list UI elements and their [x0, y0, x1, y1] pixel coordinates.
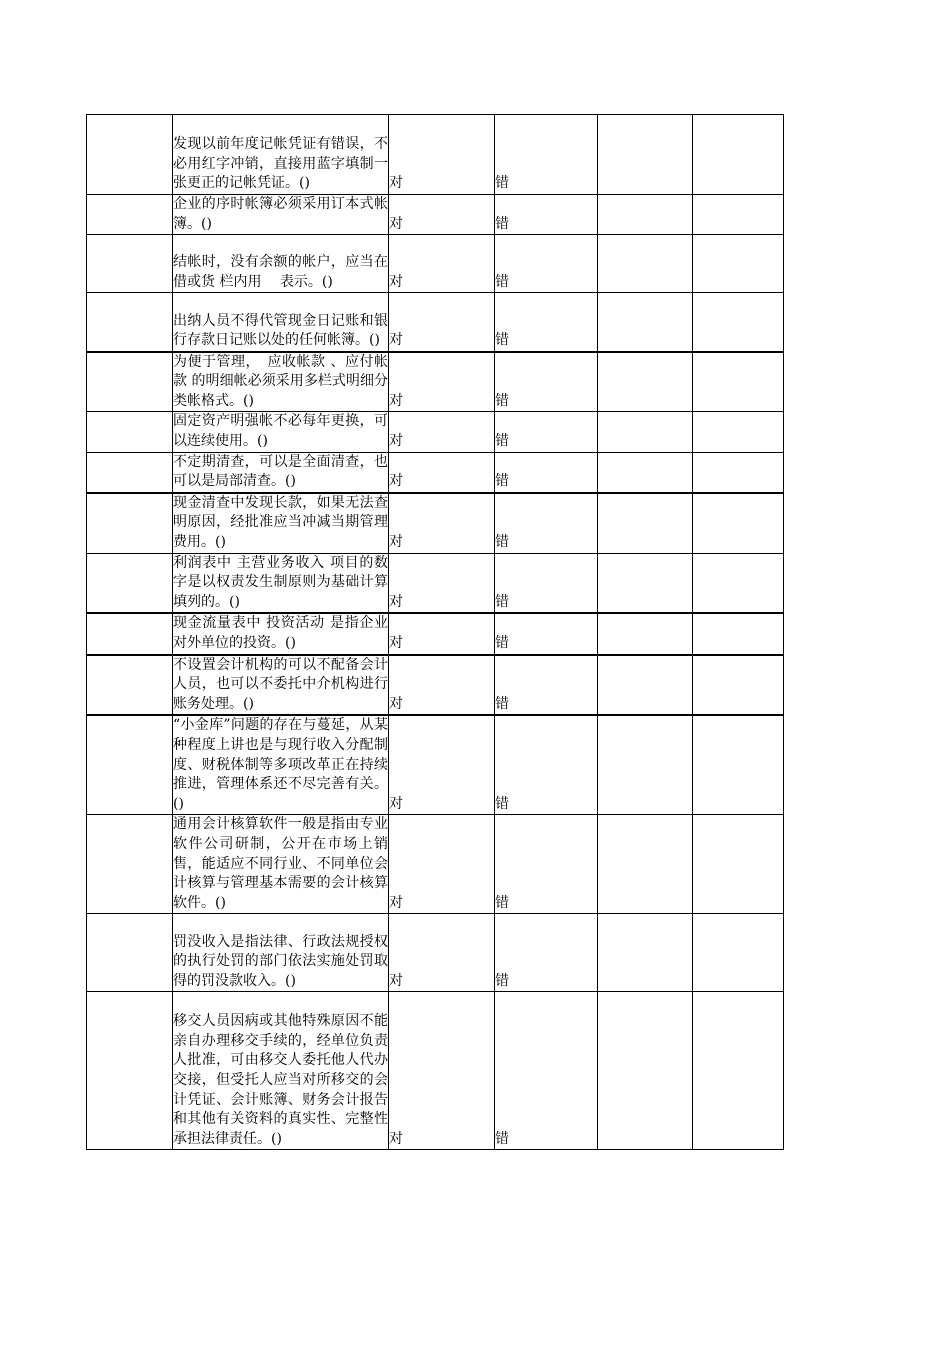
- false-option[interactable]: 错: [495, 992, 598, 1150]
- question-text: 现金流量表中 投资活动 是指企业对外单位的投资。(): [173, 613, 389, 654]
- blank-cell: [87, 613, 173, 654]
- false-option[interactable]: 错: [495, 412, 598, 452]
- score-cell[interactable]: [693, 235, 784, 293]
- blank-cell: [87, 655, 173, 716]
- score-cell[interactable]: [693, 452, 784, 493]
- table-row: [87, 655, 784, 716]
- score-cell[interactable]: [693, 293, 784, 352]
- false-option[interactable]: 错: [495, 115, 598, 195]
- true-option[interactable]: 对: [389, 553, 495, 613]
- score-cell[interactable]: [693, 195, 784, 235]
- score-cell[interactable]: [693, 412, 784, 452]
- table-row: [87, 235, 784, 293]
- true-option[interactable]: 对: [389, 293, 495, 352]
- answer-cell[interactable]: [598, 655, 693, 716]
- score-cell[interactable]: [693, 115, 784, 195]
- table-row: [87, 352, 784, 412]
- score-cell[interactable]: [693, 493, 784, 553]
- blank-cell: [87, 195, 173, 235]
- table-row: [87, 613, 784, 654]
- score-cell[interactable]: [693, 352, 784, 412]
- question-text: 企业的序时帐簿必须采用订本式帐簿。(): [173, 195, 389, 235]
- table-row: [87, 815, 784, 914]
- answer-cell[interactable]: [598, 115, 693, 195]
- false-option[interactable]: 错: [495, 195, 598, 235]
- blank-cell: [87, 715, 173, 814]
- table-row: [87, 992, 784, 1150]
- question-text: 出纳人员不得代管现金日记账和银行存款日记账以处的任何帐簿。(): [173, 293, 389, 352]
- true-option[interactable]: 对: [389, 412, 495, 452]
- blank-cell: [87, 493, 173, 553]
- blank-cell: [87, 992, 173, 1150]
- false-option[interactable]: 错: [495, 235, 598, 293]
- question-text: 通用会计核算软件一般是指由专业软件公司研制，公开在市场上销售，能适应不同行业、不同单位会计核算与管理基本需要的会计核算软件。(): [173, 815, 389, 914]
- table-row: [87, 293, 784, 352]
- true-option[interactable]: 对: [389, 815, 495, 914]
- true-option[interactable]: 对: [389, 655, 495, 716]
- answer-cell[interactable]: [598, 235, 693, 293]
- score-cell[interactable]: [693, 914, 784, 992]
- table-row: [87, 493, 784, 553]
- true-option[interactable]: 对: [389, 992, 495, 1150]
- false-option[interactable]: 错: [495, 715, 598, 814]
- true-option[interactable]: 对: [389, 715, 495, 814]
- answer-cell[interactable]: [598, 452, 693, 493]
- false-option[interactable]: 错: [495, 553, 598, 613]
- question-rows: [87, 115, 784, 1150]
- score-cell[interactable]: [693, 553, 784, 613]
- true-option[interactable]: 对: [389, 195, 495, 235]
- question-text: 为便于管理， 应收帐款 、应付帐款 的明细帐必须采用多栏式明细分类帐格式。(): [173, 352, 389, 412]
- question-text: 现金清查中发现长款，如果无法查明原因，经批准应当冲减当期管理费用。(): [173, 493, 389, 553]
- score-cell[interactable]: [693, 613, 784, 654]
- false-option[interactable]: 错: [495, 655, 598, 716]
- answer-cell[interactable]: [598, 613, 693, 654]
- table-row: [87, 715, 784, 814]
- answer-cell[interactable]: [598, 493, 693, 553]
- question-text: 结帐时，没有余额的帐户，应当在 借或货 栏内用 表示。(): [173, 235, 389, 293]
- question-text: “小金库”问题的存在与蔓延，从某种程度上讲也是与现行收入分配制度、财税体制等多项改革正在持续推进，管理体系还不尽完善有关。(): [173, 715, 389, 814]
- false-option[interactable]: 错: [495, 293, 598, 352]
- false-option[interactable]: 错: [495, 352, 598, 412]
- true-option[interactable]: 对: [389, 914, 495, 992]
- question-text: 不定期清查，可以是全面清查，也可以是局部清查。(): [173, 452, 389, 493]
- question-text: 利润表中 主营业务收入 项目的数字是以权责发生制原则为基础计算填列的。(): [173, 553, 389, 613]
- blank-cell: [87, 352, 173, 412]
- score-cell[interactable]: [693, 655, 784, 716]
- question-text: 罚没收入是指法律、行政法规授权的执行处罚的部门依法实施处罚取得的罚没款收入。(): [173, 914, 389, 992]
- blank-cell: [87, 235, 173, 293]
- answer-cell[interactable]: [598, 293, 693, 352]
- table-row: [87, 914, 784, 992]
- blank-cell: [87, 914, 173, 992]
- true-option[interactable]: 对: [389, 613, 495, 654]
- true-option[interactable]: 对: [389, 452, 495, 493]
- question-text: 发现以前年度记帐凭证有错误，不必用红字冲销，直接用蓝字填制一张更正的记帐凭证。(): [173, 115, 389, 195]
- false-option[interactable]: 错: [495, 493, 598, 553]
- answer-cell[interactable]: [598, 715, 693, 814]
- false-option[interactable]: 错: [495, 815, 598, 914]
- true-option[interactable]: 对: [389, 352, 495, 412]
- question-text: 移交人员因病或其他特殊原因不能亲自办理移交手续的，经单位负责人批准，可由移交人委托他人代办交接，但受托人应当对所移交的会计凭证、会计账簿、财务会计报告和其他有关资料的真实性、完整性承担法律责任。(): [173, 992, 389, 1150]
- false-option[interactable]: 错: [495, 914, 598, 992]
- answer-cell[interactable]: [598, 195, 693, 235]
- answer-cell[interactable]: [598, 914, 693, 992]
- score-cell[interactable]: [693, 992, 784, 1150]
- table-row: [87, 115, 784, 195]
- true-option[interactable]: 对: [389, 235, 495, 293]
- score-cell[interactable]: [693, 715, 784, 814]
- blank-cell: [87, 553, 173, 613]
- table-row: [87, 452, 784, 493]
- answer-cell[interactable]: [598, 815, 693, 914]
- true-option[interactable]: 对: [389, 493, 495, 553]
- table-row: [87, 553, 784, 613]
- true-option[interactable]: 对: [389, 115, 495, 195]
- answer-cell[interactable]: [598, 553, 693, 613]
- answer-cell[interactable]: [598, 412, 693, 452]
- score-cell[interactable]: [693, 815, 784, 914]
- question-text: 固定资产明强帐不必每年更换，可以连续使用。(): [173, 412, 389, 452]
- question-table: [86, 114, 784, 1150]
- blank-cell: [87, 815, 173, 914]
- table-row: [87, 195, 784, 235]
- false-option[interactable]: 错: [495, 613, 598, 654]
- blank-cell: [87, 412, 173, 452]
- answer-cell[interactable]: [598, 992, 693, 1150]
- answer-cell[interactable]: [598, 352, 693, 412]
- table-row: [87, 412, 784, 452]
- blank-cell: [87, 452, 173, 493]
- question-text: 不设置会计机构的可以不配备会计人员，也可以不委托中介机构进行账务处理。(): [173, 655, 389, 716]
- blank-cell: [87, 293, 173, 352]
- blank-cell: [87, 115, 173, 195]
- false-option[interactable]: 错: [495, 452, 598, 493]
